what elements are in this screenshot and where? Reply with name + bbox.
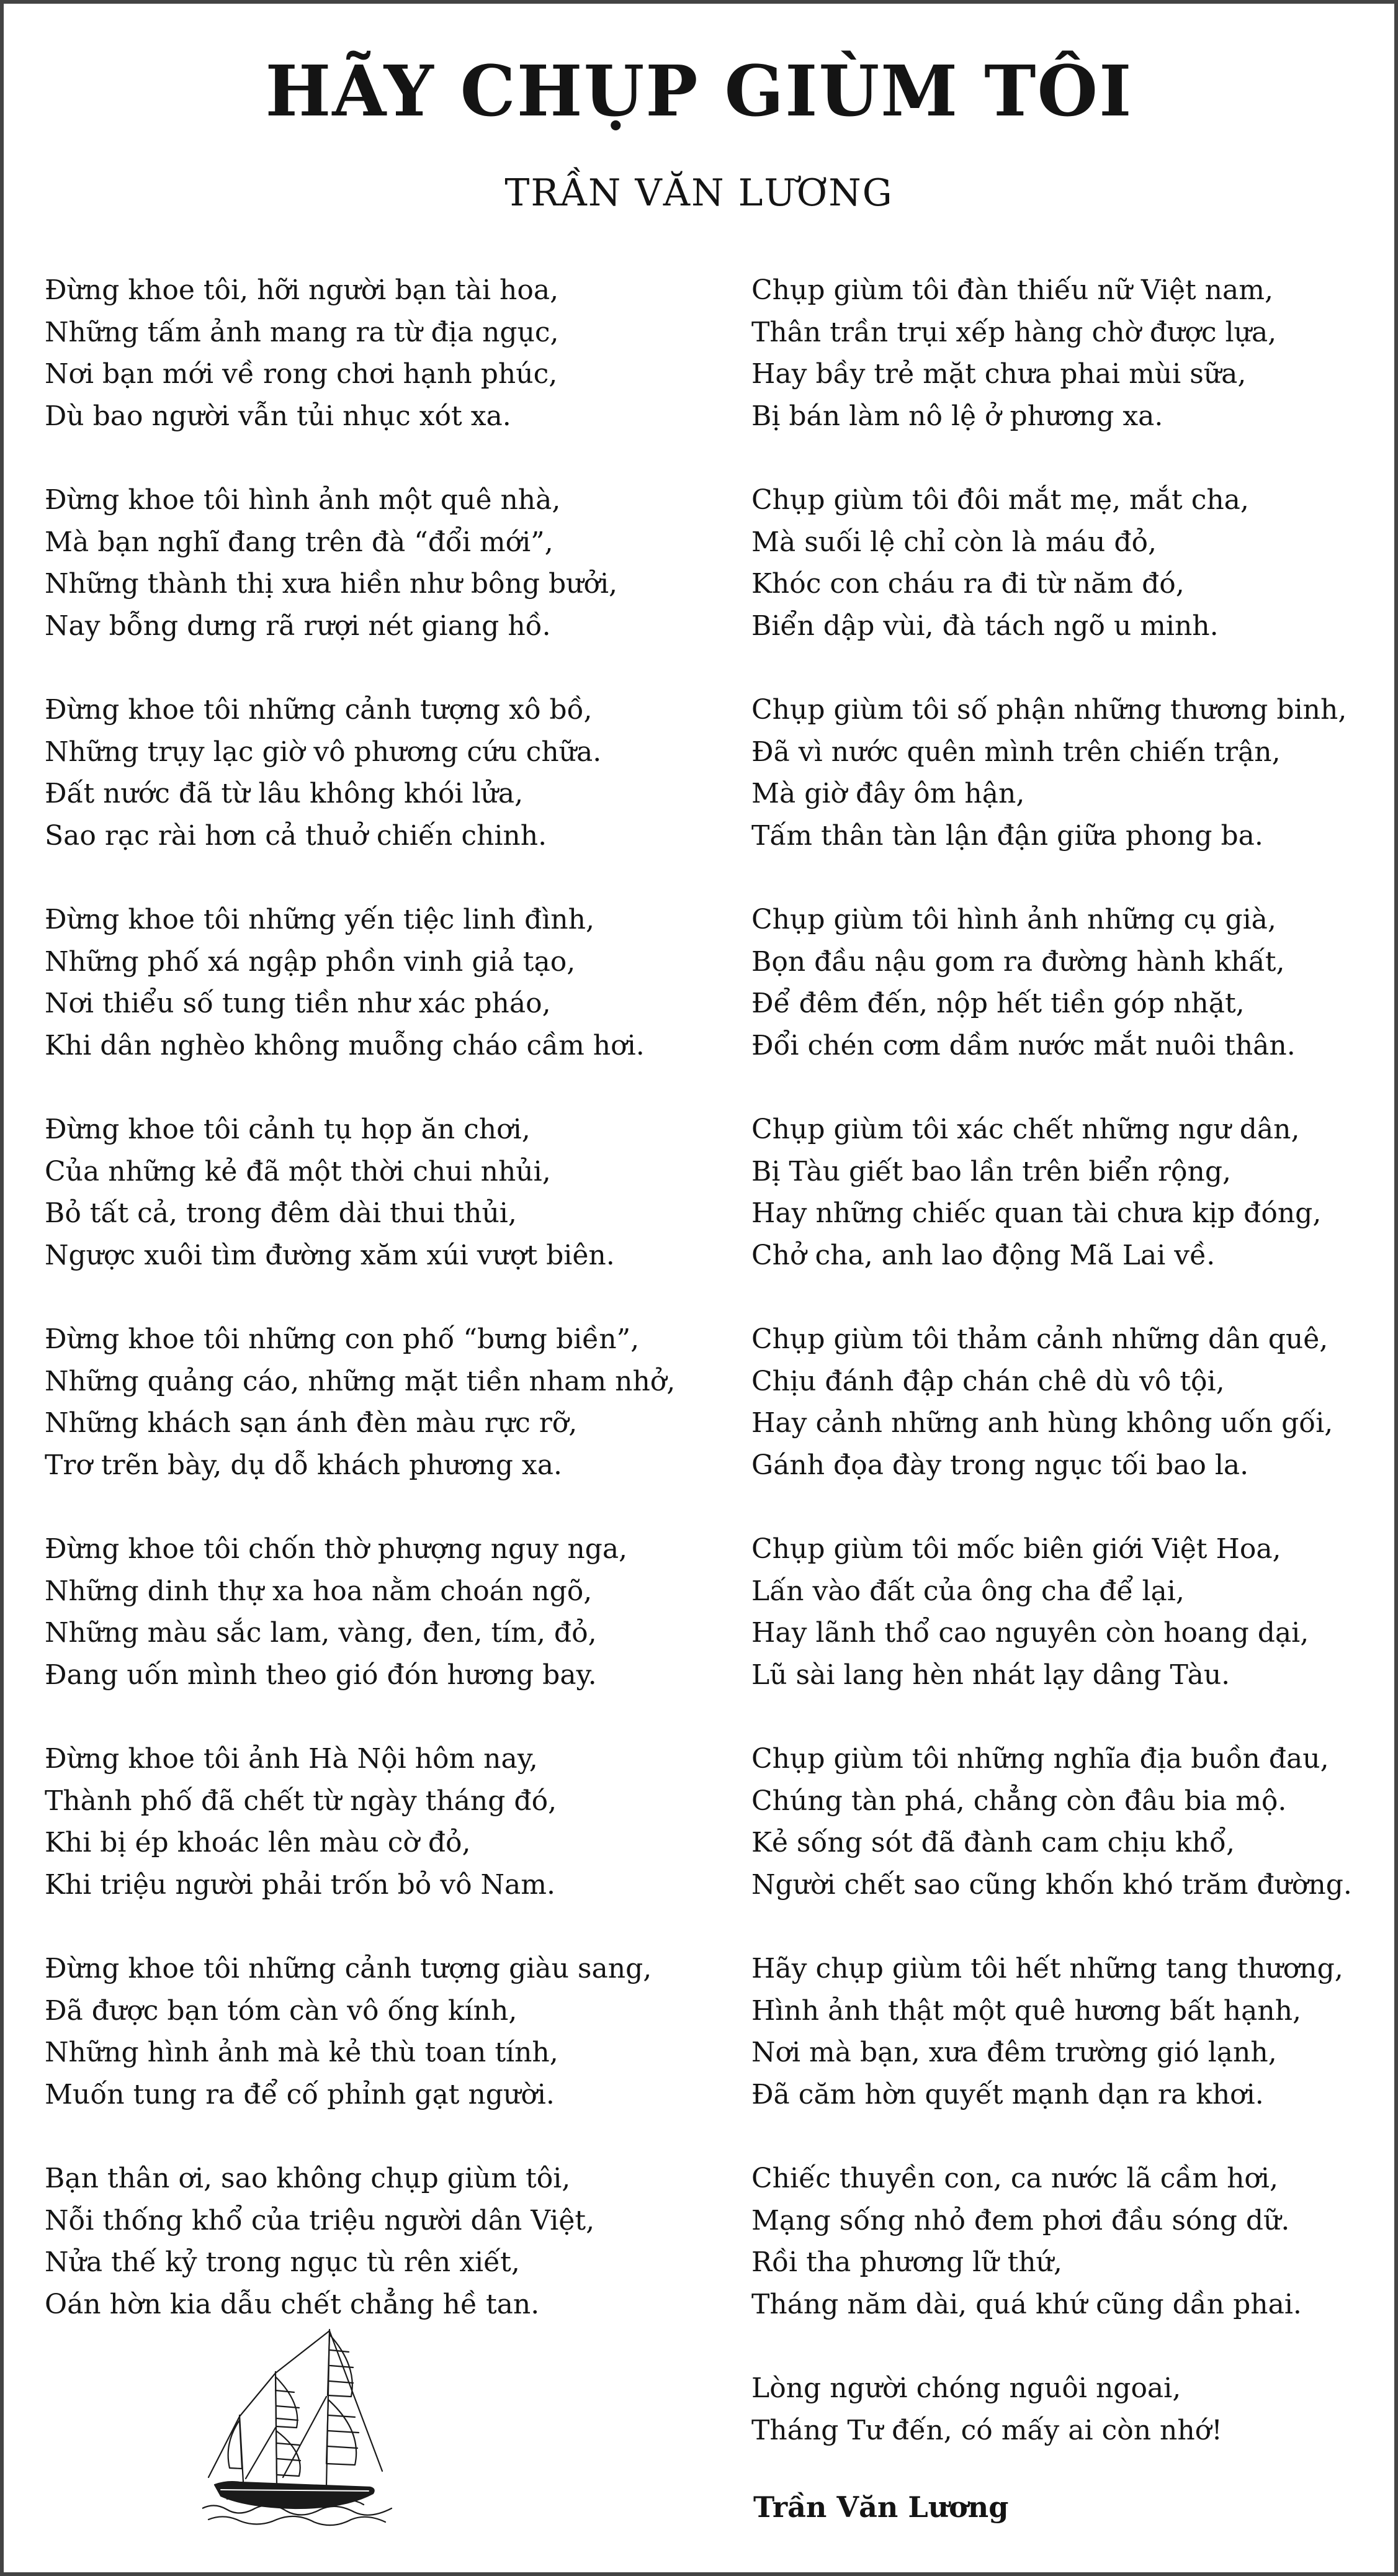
stanza bbox=[751, 689, 1384, 857]
poem-line: Bỏ tất cả, trong đêm dài thui thủi, bbox=[45, 1197, 517, 1229]
poem-line: Của những kẻ đã một thời chui nhủi, bbox=[45, 1155, 551, 1187]
poem-line: Tháng năm dài, quá khứ cũng dần phai. bbox=[751, 2288, 1302, 2320]
poem-line: Mà giờ đây ôm hận, bbox=[751, 778, 1025, 809]
stanza bbox=[45, 2158, 727, 2325]
poem-line: Chiếc thuyền con, ca nước lã cầm hơi, bbox=[751, 2163, 1278, 2194]
poem-line: Đừng khoe tôi, hỡi người bạn tài hoa, bbox=[45, 274, 559, 306]
poem-line: Mà suối lệ chỉ còn là máu đỏ, bbox=[751, 526, 1157, 558]
poem-line: Bọn đầu nậu gom ra đường hành khất, bbox=[751, 945, 1285, 978]
poem-line: Chụp giùm tôi thảm cảnh những dân quê, bbox=[751, 1323, 1329, 1355]
poem-line: Mạng sống nhỏ đem phơi đầu sóng dữ. bbox=[751, 2204, 1290, 2236]
poem-line: Biển dập vùi, đà tách ngõ u minh. bbox=[751, 610, 1219, 642]
poem-line: Nơi bạn mới về rong chơi hạnh phúc, bbox=[45, 358, 558, 390]
poem-line: Hay bầy trẻ mặt chưa phai mùi sữa, bbox=[751, 358, 1247, 390]
poem-line: Kẻ sống sót đã đành cam chịu khổ, bbox=[751, 1827, 1235, 1858]
poem-line: Để đêm đến, nộp hết tiền góp nhặt, bbox=[751, 988, 1245, 1019]
poem-line: Gánh đọa đày trong ngục tối bao la. bbox=[751, 1449, 1249, 1481]
poem-line: Đừng khoe tôi những cảnh tượng giàu sang, bbox=[45, 1953, 652, 1984]
poem-line: Những tấm ảnh mang ra từ địa ngục, bbox=[45, 316, 559, 348]
stanza bbox=[45, 479, 727, 647]
poem-line: Đừng khoe tôi những con phố “bưng biền”, bbox=[45, 1323, 640, 1355]
poem-line: Nơi thiểu số tung tiền như xác pháo, bbox=[45, 988, 551, 1019]
stanza bbox=[45, 1948, 727, 2115]
poem-line: Nơi mà bạn, xưa đêm trường gió lạnh, bbox=[751, 2037, 1277, 2068]
poem-line: Những hình ảnh mà kẻ thù toan tính, bbox=[45, 2037, 558, 2068]
stanza bbox=[45, 899, 727, 1066]
poem-line: Khi triệu người phải trốn bỏ vô Nam. bbox=[45, 1868, 555, 1901]
poem-line: Chở cha, anh lao động Mã Lai về. bbox=[751, 1239, 1216, 1271]
stanza bbox=[751, 479, 1384, 647]
poem-line: Đừng khoe tôi ảnh Hà Nội hôm nay, bbox=[45, 1743, 538, 1775]
sailing-ship-icon bbox=[202, 2322, 395, 2530]
poem-line: Nửa thế kỷ trong ngục tù rên xiết, bbox=[45, 2246, 520, 2278]
poem-line: Bị Tàu giết bao lần trên biển rộng, bbox=[751, 1155, 1231, 1187]
poem-line: Đã được bạn tóm càn vô ống kính, bbox=[45, 1994, 518, 2027]
stanza bbox=[751, 899, 1384, 1066]
poem-line: Chụp giùm tôi đôi mắt mẹ, mắt cha, bbox=[751, 484, 1249, 516]
stanza bbox=[45, 1109, 727, 1276]
poem-line: Đang uốn mình theo gió đón hương bay. bbox=[45, 1659, 597, 1691]
stanza bbox=[751, 2158, 1384, 2325]
poem-line: Khóc con cháu ra đi từ năm đó, bbox=[751, 568, 1185, 600]
poem-line: Những quảng cáo, những mặt tiền nham nhở, bbox=[45, 1365, 676, 1397]
poem-line: Nỗi thống khổ của triệu người dân Việt, bbox=[45, 2204, 595, 2236]
poem-line: Đất nước đã từ lâu không khói lửa, bbox=[45, 778, 524, 809]
poem-line: Người chết sao cũng khốn khó trăm đường. bbox=[751, 1868, 1352, 1901]
poem-line: Đã vì nước quên mình trên chiến trận, bbox=[751, 736, 1281, 768]
poem-line: Bị bán làm nô lệ ở phương xa. bbox=[751, 400, 1163, 432]
poem-line: Muốn tung ra để cố phỉnh gạt người. bbox=[45, 2078, 555, 2110]
poem-line: Tháng Tư đến, có mấy ai còn nhớ! bbox=[751, 2414, 1222, 2446]
poem-line: Lấn vào đất của ông cha để lại, bbox=[751, 1575, 1185, 1607]
poem-line: Đổi chén cơm dầm nước mắt nuôi thân. bbox=[751, 1029, 1296, 1061]
poem-line: Đừng khoe tôi hình ảnh một quê nhà, bbox=[45, 484, 561, 516]
poem-line: Đã căm hờn quyết mạnh dạn ra khơi. bbox=[751, 2078, 1264, 2110]
poem-line: Sao rạc rài hơn cả thuở chiến chinh. bbox=[45, 819, 547, 852]
poem-line: Nay bỗng dưng rã rượi nét giang hồ. bbox=[45, 610, 551, 642]
stanza bbox=[45, 1528, 727, 1696]
poem-line: Hãy chụp giùm tôi hết những tang thương, bbox=[751, 1953, 1343, 1984]
poem-line: Chụp giùm tôi số phận những thương binh, bbox=[751, 694, 1347, 726]
poem-line: Bạn thân ơi, sao không chụp giùm tôi, bbox=[45, 2163, 571, 2194]
poem-line: Đừng khoe tôi những yến tiệc linh đình, bbox=[45, 904, 594, 935]
poem-line: Chịu đánh đập chán chê dù vô tội, bbox=[751, 1365, 1225, 1397]
poem-line: Khi dân nghèo không muỗng cháo cầm hơi. bbox=[45, 1029, 645, 1061]
poem-line: Những màu sắc lam, vàng, đen, tím, đỏ, bbox=[45, 1617, 597, 1649]
poem-title: HÃY CHỤP GIÙM TÔI bbox=[265, 51, 1133, 132]
signature: Trần Văn Lương bbox=[753, 2490, 1009, 2524]
poem-line: Đừng khoe tôi chốn thờ phượng nguy nga, bbox=[45, 1533, 628, 1565]
poem-line: Rồi tha phương lữ thứ, bbox=[751, 2246, 1062, 2278]
poem-line: Chụp giùm tôi mốc biên giới Việt Hoa, bbox=[751, 1533, 1281, 1565]
poem-line: Chúng tàn phá, chẳng còn đâu bia mộ. bbox=[751, 1785, 1287, 1817]
stanza bbox=[45, 1738, 727, 1906]
poem-line: Lũ sài lang hèn nhát lạy dâng Tàu. bbox=[751, 1659, 1230, 1691]
poem-line: Những dinh thự xa hoa nằm choán ngõ, bbox=[45, 1575, 593, 1607]
poem-line: Hay cảnh những anh hùng không uốn gối, bbox=[751, 1407, 1333, 1439]
poem-line: Tấm thân tàn lận đận giữa phong ba. bbox=[751, 819, 1263, 852]
poem-line: Thân trần trụi xếp hàng chờ được lựa, bbox=[751, 316, 1277, 348]
stanza bbox=[45, 269, 727, 437]
stanza bbox=[751, 1528, 1384, 1696]
poem-line: Trơ trẽn bày, dụ dỗ khách phương xa. bbox=[45, 1449, 562, 1481]
stanza bbox=[751, 1738, 1384, 1906]
poem-line: Đừng khoe tôi những cảnh tượng xô bồ, bbox=[45, 694, 593, 726]
poem-line: Những trụy lạc giờ vô phương cứu chữa. bbox=[45, 736, 602, 768]
stanza bbox=[45, 1318, 727, 1486]
poem-line: Hay những chiếc quan tài chưa kịp đóng, bbox=[751, 1197, 1322, 1229]
poem-line: Dù bao người vẫn tủi nhục xót xa. bbox=[45, 400, 511, 432]
poem-line: Ngược xuôi tìm đường xăm xúi vượt biên. bbox=[45, 1239, 615, 1271]
stanza bbox=[751, 1318, 1384, 1486]
stanza bbox=[751, 1948, 1384, 2115]
poem-line: Đừng khoe tôi cảnh tụ họp ăn chơi, bbox=[45, 1114, 531, 1145]
poem-line: Những thành thị xưa hiền như bông bưởi, bbox=[45, 568, 618, 600]
stanza bbox=[751, 269, 1384, 437]
poem-line: Hình ảnh thật một quê hương bất hạnh, bbox=[751, 1994, 1302, 2027]
stanza bbox=[45, 689, 727, 857]
poem-line: Những phố xá ngập phồn vinh giả tạo, bbox=[45, 945, 576, 978]
stanza bbox=[751, 1109, 1384, 1276]
poem-line: Chụp giùm tôi những nghĩa địa buồn đau, bbox=[751, 1743, 1329, 1775]
poem-line: Chụp giùm tôi đàn thiếu nữ Việt nam, bbox=[751, 274, 1273, 306]
stanza bbox=[751, 2367, 1384, 2451]
poem-line: Thành phố đã chết từ ngày tháng đó, bbox=[45, 1785, 557, 1817]
poem-line: Chụp giùm tôi hình ảnh những cụ già, bbox=[751, 904, 1276, 935]
poem-line: Chụp giùm tôi xác chết những ngư dân, bbox=[751, 1114, 1300, 1145]
poem-line: Mà bạn nghĩ đang trên đà “đổi mới”, bbox=[45, 526, 553, 558]
poem-author: TRẦN VĂN LƯƠNG bbox=[504, 171, 894, 215]
poem-line: Khi bị ép khoác lên màu cờ đỏ, bbox=[45, 1827, 471, 1858]
poem-line: Oán hờn kia dẫu chết chẳng hề tan. bbox=[45, 2288, 540, 2320]
poem-line: Những khách sạn ánh đèn màu rực rỡ, bbox=[45, 1407, 578, 1439]
poem-line: Hay lãnh thổ cao nguyên còn hoang dại, bbox=[751, 1617, 1309, 1649]
poem-line: Lòng người chóng nguôi ngoai, bbox=[751, 2372, 1181, 2404]
